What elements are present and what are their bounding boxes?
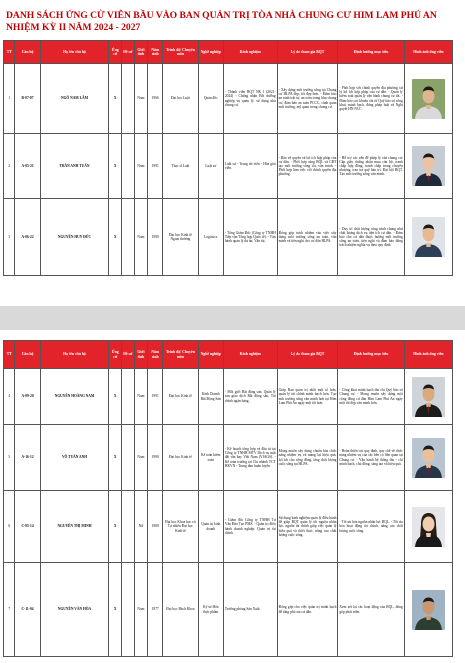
goal-cell: - Phối hợp với chính quyền địa phương xử lý lợi ích hợp pháp của cư dân. - Quản lý kiểm soát quản lý vận hành chung cư tốt. - Đảm bảo các khoản chi từ Quỹ bảo trì công khai, minh bạch, đúng pháp luật và Nghị quyết HN NCC. — [338, 64, 404, 134]
col-reason-header: Lý do tham gia BQT — [277, 41, 338, 64]
col-gender-header: Giới tính — [134, 41, 148, 64]
nominate-self-mark: X — [109, 64, 122, 134]
tt-cell: 7 — [4, 563, 15, 657]
col-goal-header: Định hướng mục tiêu — [338, 341, 404, 369]
candidate-photo-cell — [404, 369, 452, 425]
owner-name: NGUYỄN HUY ĐỨC — [40, 199, 109, 276]
gender-cell: Nam — [134, 134, 148, 199]
education-cell: Thạc sĩ Luật — [163, 134, 199, 199]
occupation-cell: Quản đốc — [198, 64, 223, 134]
candidate-photo — [412, 590, 445, 630]
goal-cell: - Hoàn thiện các quy định, quy chế về chức năng nhiệm vụ của các bên có liên quan tại Chung cư. - Vận hành hệ thống thu - chi minh bạch, chủ động, sáng tạo và hiệu quả. — [338, 425, 404, 491]
owner-name: NGUYỄN HOÀNG NAM — [40, 369, 109, 425]
nominate-self-mark: X — [109, 369, 122, 425]
tt-cell: 5 — [4, 425, 15, 491]
tt-cell: 4 — [4, 369, 15, 425]
education-cell: Đại học Kinh tế Ngoại thương — [163, 199, 199, 276]
education-cell: Đại học Kinh tế — [163, 369, 199, 425]
experience-cell: - Giám đốc Công ty TNHH Tư Vấn Đào Tạo PMS. - Quản trị điều hành doanh nghiệp. Quản trị tài chính. — [223, 491, 277, 563]
candidate-photo-cell — [404, 199, 452, 276]
experience-cell: - Môi giới Bất động sản, Quản lý sàn giao dịch Bất động sản, Tài chính ngân hàng. — [223, 369, 277, 425]
col-name-header: Họ tên chủ hộ — [40, 41, 109, 64]
candidate-photo — [412, 438, 445, 478]
birth-year: 1990 — [148, 199, 163, 276]
col-ung-cu-header: Ứng cử — [109, 41, 122, 64]
page-separator — [0, 306, 465, 330]
occupation-cell: Kế toán kiểm toán — [198, 425, 223, 491]
candidate-photo — [412, 507, 445, 547]
nominate-self-mark: X — [109, 134, 122, 199]
col-de-cu-header: Đề cử — [121, 41, 134, 64]
tt-cell: 3 — [4, 199, 15, 276]
gender-cell: Nam — [134, 64, 148, 134]
col-de-cu-header: Đề cử — [121, 341, 134, 369]
occupation-cell: Kỹ sư Hóa thực phẩm — [198, 563, 223, 657]
birth-year: 1980 — [148, 491, 163, 563]
col-tt-header: TT — [4, 341, 15, 369]
birth-year: 1966 — [148, 64, 163, 134]
col-edu-header: Trình độ/ Chuyên môn — [163, 341, 199, 369]
gender-cell: Nữ — [134, 491, 148, 563]
nominated-mark — [121, 134, 134, 199]
candidate-row — [4, 134, 453, 199]
col-name-header: Họ tên chủ hộ — [40, 341, 109, 369]
gender-cell: Nam — [134, 563, 148, 657]
reason-cell: - Bảo vệ quyền và lợi ích hợp pháp của cư dân. - Phối hợp cùng BQL và CĐT tạo môi trường sống tốt, văn minh. - Phối hợp làm việc với chính quyền địa phương. — [277, 134, 338, 199]
nominate-self-mark: X — [109, 199, 122, 276]
owner-name: NGUYỄN THỊ MINH — [40, 491, 109, 563]
reason-cell: Đóng góp cho việc quản trị minh bạch để tăng phí của cư dân. — [277, 563, 338, 657]
col-ung-cu-header: Ứng cử — [109, 341, 122, 369]
nominate-self-mark: X — [109, 563, 122, 657]
unit-cell: C-11-04 — [15, 563, 40, 657]
candidate-row — [4, 425, 453, 491]
col-job-header: Nghề nghiệp — [198, 41, 223, 64]
experience-cell: Luật sư - Trọng tài viên - Hòa giải viên. — [223, 134, 277, 199]
col-goal-header: Định hướng mục tiêu — [338, 41, 404, 64]
experience-cell: - Thành viên BQT NK I (2021-2024) - Chứng nhận Bồi dưỡng nghiệp vụ quản lý, sử dụng nhà chung cư. — [223, 64, 277, 134]
col-gender-header: Giới tính — [134, 341, 148, 369]
nominated-mark — [121, 199, 134, 276]
goal-cell: - Công khai minh bạch thu chi Quỹ bảo trì Chung cư. - Mong muốn xây dựng một cộng đồng cư dân Him Lam Phú An ngày một tốt đẹp văn minh hơn. — [338, 369, 404, 425]
col-unit-header: Căn hộ — [15, 41, 40, 64]
col-job-header: Nghề nghiệp — [198, 341, 223, 369]
birth-year: 1977 — [148, 563, 163, 657]
owner-name: TRẦN ANH TUẤN — [40, 134, 109, 199]
candidate-photo — [412, 79, 445, 119]
col-photo-header: Hình ảnh ứng viên — [404, 341, 452, 369]
gender-cell: Nam — [134, 425, 148, 491]
goal-cell: - Hỗ trợ các vấn đề pháp lý của chung cư: Cấp giấy chứng nhận mua căn hộ, tranh chấp hợp đồng, tranh chấp trong chuyển nhượng, trao trả quỹ bảo trì, Đại hội BQT. Tạo môi trường sống văn minh. — [338, 134, 404, 199]
tt-cell: 6 — [4, 491, 15, 563]
col-year-header: Năm sinh — [148, 341, 163, 369]
candidate-table-page-2 — [3, 340, 453, 657]
reason-cell: Giúp Ban quản trị nhất một tổ hơn, quản lý tài chính minh bạch hơn. Tạo môi trường sống văn minh hơn tại Him Lam Phú An ngày một tốt hơn. — [277, 369, 338, 425]
experience-cell: - Kế hoạch tổng hợp và đầu tư tại Công ty TNHH MTV Dịch vụ mặt đất sân bay Việt Nam (VIAGS). - Kế toán trưởng tại Chi nhánh TCT HKVN - Trung tâm huấn luyện. — [223, 425, 277, 491]
unit-cell: B-07-07 — [15, 64, 40, 134]
col-year-header: Năm sinh — [148, 41, 163, 64]
education-cell: Đại học Kinh tế — [163, 425, 199, 491]
candidate-photo-cell — [404, 491, 452, 563]
col-exp-header: Kinh nghiệm — [223, 341, 277, 369]
nominate-self-mark: X — [109, 425, 122, 491]
tt-cell: 2 — [4, 134, 15, 199]
col-photo-header: Hình ảnh ứng viên — [404, 41, 452, 64]
col-edu-header: Trình độ/ Chuyên môn — [163, 41, 199, 64]
nominated-mark — [121, 369, 134, 425]
reason-cell: Mong muốn xây dựng chuẩn hóa chức năng nhiệm vụ và mang lại hiệu quả, lợi ích cho cộng đồng, tăng chất lượng cuộc sống tại HLPA. — [277, 425, 338, 491]
candidate-row — [4, 64, 453, 134]
owner-name: NGÔ NAM LÂM — [40, 64, 109, 134]
candidate-photo — [412, 217, 445, 257]
occupation-cell: Luật sư — [198, 134, 223, 199]
nominate-self-mark: X — [109, 491, 122, 563]
candidate-row — [4, 369, 453, 425]
nominated-mark — [121, 64, 134, 134]
birth-year: 1990 — [148, 425, 163, 491]
occupation-cell: Quản trị kinh doanh — [198, 491, 223, 563]
occupation-cell: Kinh Doanh Bất Động Sản — [198, 369, 223, 425]
table-header — [4, 41, 453, 64]
unit-cell: A-06-22 — [15, 199, 40, 276]
reason-cell: - Xây dựng môi trường sống tại Chung cư HLPA đẹp, tốt đẹp hơn. - Đảm bảo an ninh trật tự, an toàn trong khu chung cư, đảm bảo an toàn PCCC, cảnh quan môi trường, mỹ quan trong chung cư. — [277, 64, 338, 134]
experience-cell: - Tổng Giám Đốc (Công ty TNHH Tiếp vận Tổng hợp Quốc tế). - Vận hành quản lý dự án, Vận tải. — [223, 199, 277, 276]
goal-cell: - Tối ưu hóa nguồn nhân lực BQL. - Tối ưu hóa hoạt động tài chính, nâng cao chất lượng cuộc sống. — [338, 491, 404, 563]
unit-cell: A-09-20 — [15, 369, 40, 425]
goal-cell: - Duy trì chất lượng công trình chung như chất lượng dịch vụ tiện ích cư dân. - Đảm bảo cho cư dân được hưởng môi trường sống an toàn, tiện nghi và đảm bảo đúng trách nhiệm nghĩa vụ theo quy định. — [338, 199, 404, 276]
candidate-photo — [412, 146, 445, 186]
candidate-row — [4, 491, 453, 563]
candidate-row — [4, 563, 453, 657]
education-cell: Đại học Khoa học và Tự nhiên Đại học Kinh tế — [163, 491, 199, 563]
owner-name: VÕ TUẤN ANH — [40, 425, 109, 491]
unit-cell: A-05-21 — [15, 134, 40, 199]
nominated-mark — [121, 563, 134, 657]
reason-cell: Sử dụng kinh nghiệm quản lý điều hành để giúp BQT quản lý tốt nguồn nhân lực, nguồn tài chính giúp việc quản lý hiệu quả và thiết thực, nâng cao chất lượng cuộc sống. — [277, 491, 338, 563]
candidate-row — [4, 199, 453, 276]
candidate-photo-cell — [404, 425, 452, 491]
candidate-photo — [412, 377, 445, 417]
education-cell: Đại học Bách Khoa — [163, 563, 199, 657]
owner-name: NGUYỄN VĂN HÒA — [40, 563, 109, 657]
tt-cell: 1 — [4, 64, 15, 134]
candidate-photo-cell — [404, 64, 452, 134]
experience-cell: Trưởng phòng Sản Xuất — [223, 563, 277, 657]
gender-cell: Nam — [134, 199, 148, 276]
unit-cell: A-16-12 — [15, 425, 40, 491]
candidate-photo-cell — [404, 134, 452, 199]
col-unit-header: Căn hộ — [15, 341, 40, 369]
nominated-mark — [121, 491, 134, 563]
candidate-table-page-1 — [3, 40, 453, 276]
col-reason-header: Lý do tham gia BQT — [277, 341, 338, 369]
table-header — [4, 341, 453, 369]
goal-cell: Xem xét lại các hoạt động của BQL, đóng góp phát triển. — [338, 563, 404, 657]
birth-year: 1991 — [148, 134, 163, 199]
unit-cell: C-05-14 — [15, 491, 40, 563]
col-exp-header: Kinh nghiệm — [223, 41, 277, 64]
occupation-cell: Logistics — [198, 199, 223, 276]
nominated-mark — [121, 425, 134, 491]
education-cell: Đại học Luật — [163, 64, 199, 134]
birth-year: 1991 — [148, 369, 163, 425]
reason-cell: Đóng góp trách nhiệm vào việc xây dựng môi trường sống an toàn, văn minh và tiện nghi cho cư dân HLPA. — [277, 199, 338, 276]
col-tt-header: TT — [4, 41, 15, 64]
gender-cell: Nam — [134, 369, 148, 425]
page-title: DANH SÁCH ỨNG CỬ VIÊN BẦU VÀO BAN QUẢN TRỊ TÒA NHÀ CHUNG CƯ HIM LAM PHÚ AN NHIỆM KỲ II NĂM 2024 - 2027 — [6, 10, 437, 33]
candidate-photo-cell — [404, 563, 452, 657]
